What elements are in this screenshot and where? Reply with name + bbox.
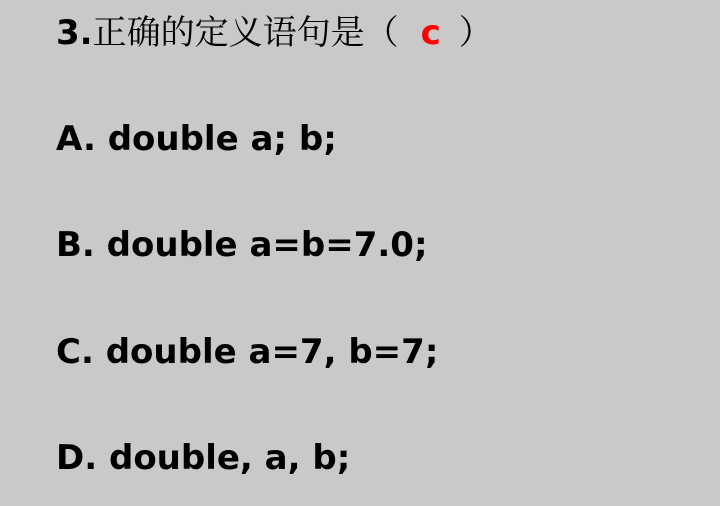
answer-letter: c [420, 13, 441, 53]
question-number: 3. [56, 13, 93, 53]
question-line [56, 13, 493, 53]
close-paren: ） [458, 13, 493, 53]
option-a: A. double a; b; [56, 119, 337, 159]
option-d: D. double, a, b; [56, 438, 351, 478]
option-b: B. double a=b=7.0; [56, 225, 428, 265]
option-c: C. double a=7, b=7; [56, 332, 439, 372]
question-text: 正确的定义语句是（ [92, 13, 399, 53]
